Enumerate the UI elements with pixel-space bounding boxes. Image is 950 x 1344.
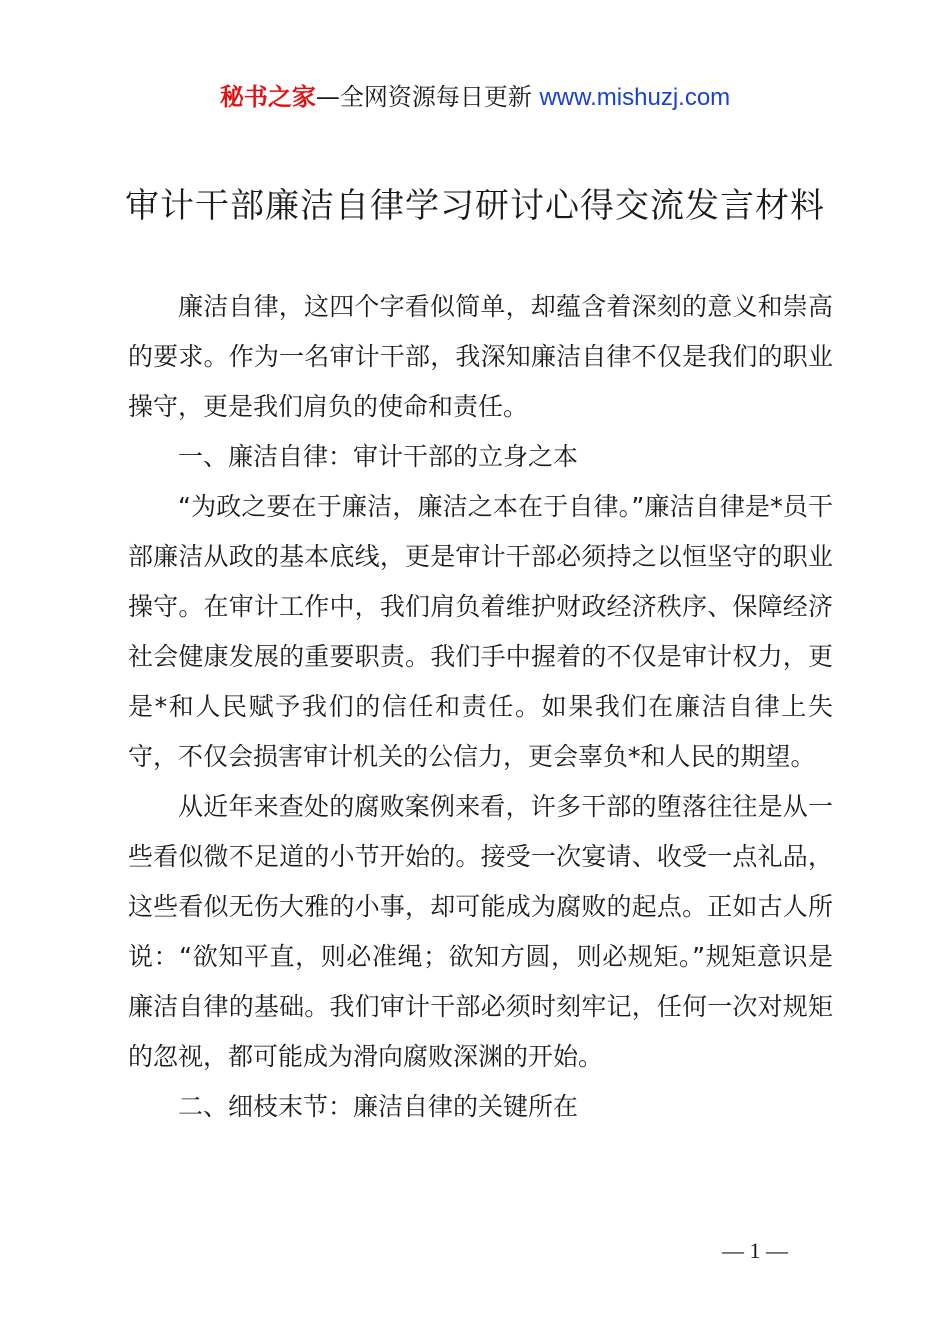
- page-number: — 1 —: [722, 1238, 788, 1263]
- brand-name: 秘书之家: [219, 83, 316, 111]
- paragraph-body-2: 从近年来查处的腐败案例来看，许多干部的堕落往往是从一些看似微不足道的小节开始的。接受一次宴请、收受一点礼品，这些看似无伤大雅的小事，却可能成为腐败的起点。正如古人所说：“欲知平直，则必准绳；欲知方圆，则必规矩。”规矩意识是廉洁自律的基础。我们审计干部必须时刻牢记，任何一次对规矩的忽视，都可能成为滑向腐败深渊的开始。: [128, 792, 833, 1071]
- section-heading-1: 一、廉洁自律：审计干部的立身之本: [178, 442, 579, 471]
- section-heading-2: 二、细枝末节：廉洁自律的关键所在: [178, 1092, 579, 1121]
- site-header: [0, 80, 950, 115]
- paragraph-intro: 廉洁自律，这四个字看似简单，却蕴含着深刻的意义和崇高的要求。作为一名审计干部，我深知廉洁自律不仅是我们的职业操守，更是我们肩负的使命和责任。: [128, 292, 833, 421]
- header-tagline: —全网资源每日更新: [315, 83, 540, 111]
- document-body: [128, 282, 833, 1132]
- site-url[interactable]: www.mishuzj.com: [539, 84, 731, 111]
- document-title: 审计干部廉洁自律学习研讨心得交流发言材料: [125, 186, 825, 226]
- paragraph-body-1: “为政之要在于廉洁，廉洁之本在于自律。”廉洁自律是*员干部廉洁从政的基本底线，更是审计干部必须持之以恒坚守的职业操守。在审计工作中，我们肩负着维护财政经济秩序、保障经济社会健康发展的重要职责。我们手中握着的不仅是审计权力，更是*和人民赋予我们的信任和责任。如果我们在廉洁自律上失守，不仅会损害审计机关的公信力，更会辜负*和人民的期望。: [128, 492, 833, 771]
